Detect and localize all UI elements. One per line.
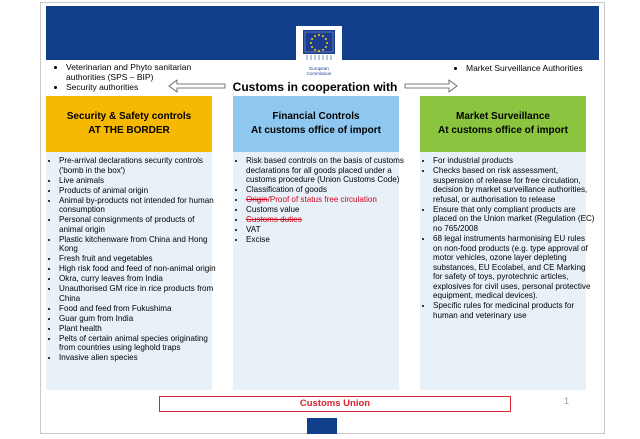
page-title: Customs in cooperation with bbox=[232, 80, 398, 94]
list-item: • 68 legal instruments harmonising EU rules on non-food products (e.g. type approval of motor vehicles, ozone layer depleting substances, EU Ecolabel, and CE Marking for safety of toys, pyrotechnic articles, explosives for civil uses, personal protective equipment, medical devices). bbox=[433, 234, 596, 301]
list-item: • Live animals bbox=[59, 176, 219, 186]
list-item: • Excise bbox=[246, 235, 406, 245]
list-item: • Classification of goods bbox=[246, 185, 406, 195]
list-item: • Specific rules for medicinal products for human and veterinary use bbox=[433, 301, 596, 320]
list-item: • Checks based on risk assessment, suspension of release for free circulation, decision by market surveillance authorities, refusal, or authorisation to release bbox=[433, 166, 596, 204]
list-item: • High risk food and feed of non-animal origin bbox=[59, 264, 219, 274]
list-item: • Pre-arrival declarations security controls ('bomb in the box') bbox=[59, 156, 219, 175]
list-item: • For industrial products bbox=[433, 156, 596, 166]
security-heading-line2: AT THE BORDER bbox=[88, 125, 170, 136]
financial-heading-line1: Financial Controls bbox=[272, 111, 360, 122]
column-financial bbox=[233, 96, 404, 390]
list-item: • Okra, curry leaves from India bbox=[59, 274, 219, 284]
security-heading bbox=[46, 96, 212, 152]
note-market-surveillance-authorities: • Market Surveillance Authorities bbox=[466, 63, 596, 73]
list-item: • Food and feed from Fukushima bbox=[59, 304, 219, 314]
market-list bbox=[424, 156, 596, 321]
page-number: 1 bbox=[564, 396, 570, 406]
bottom-tab bbox=[307, 418, 337, 434]
origin-proof-status: /Proof of status free circulation bbox=[267, 195, 377, 205]
logo-text-line1: European bbox=[309, 66, 329, 71]
column-market bbox=[420, 96, 595, 390]
list-item: • Invasive alien species bbox=[59, 353, 219, 363]
financial-heading-line2: At customs office of import bbox=[250, 125, 381, 136]
list-item: • Products of animal origin bbox=[59, 186, 219, 196]
list-item: • Fresh fruit and vegetables bbox=[59, 254, 219, 264]
european-commission-logo bbox=[296, 26, 342, 86]
note-security-authorities: • Security authorities bbox=[66, 82, 231, 92]
market-heading bbox=[420, 96, 586, 152]
top-note-right bbox=[456, 63, 596, 73]
market-heading-line1: Market Surveillance bbox=[456, 111, 550, 122]
eu-building-icon bbox=[300, 28, 338, 62]
financial-heading bbox=[233, 96, 399, 152]
origin-struck: Origin bbox=[246, 195, 268, 205]
list-item-customs-duties bbox=[246, 215, 406, 225]
financial-list bbox=[237, 156, 406, 245]
list-item: • Customs value bbox=[246, 205, 406, 215]
security-heading-line1: Security & Safety controls bbox=[66, 111, 192, 122]
column-security bbox=[46, 96, 216, 390]
note-sps-authorities: • Veterinarian and Phyto sanitarian authorities (SPS – BIP) bbox=[66, 62, 231, 82]
list-item: • Risk based controls on the basis of customs declarations for all goods placed under a customs procedure (Union Customs Code) bbox=[246, 156, 406, 185]
list-item: • Ensure that only compliant products are placed on the Union market (Regulation (EC) no 765/2008 bbox=[433, 205, 596, 234]
list-item: • Unauthorised GM rice in rice products from China bbox=[59, 284, 219, 303]
security-list bbox=[50, 156, 219, 363]
list-item: • Animal by-products not intended for human consumption bbox=[59, 196, 219, 215]
customs-union-box: Customs Union bbox=[159, 396, 511, 412]
list-item: • Pelts of certain animal species originating from countries using leghold traps bbox=[59, 334, 219, 353]
list-item: • Plastic kitchenware from China and Hong Kong bbox=[59, 235, 219, 254]
list-item: • Plant health bbox=[59, 324, 219, 334]
list-item: • VAT bbox=[246, 225, 406, 235]
list-item-origin bbox=[246, 195, 406, 205]
right-arrow-icon bbox=[404, 78, 458, 94]
list-item: • Guar gum from India bbox=[59, 314, 219, 324]
customs-duties-struck: Customs duties bbox=[246, 215, 302, 225]
market-heading-line2: At customs office of import bbox=[437, 125, 568, 136]
logo-text-line2: Commission bbox=[306, 71, 332, 76]
left-arrow-icon bbox=[168, 78, 226, 94]
list-item: • Personal consignments of products of animal origin bbox=[59, 215, 219, 234]
